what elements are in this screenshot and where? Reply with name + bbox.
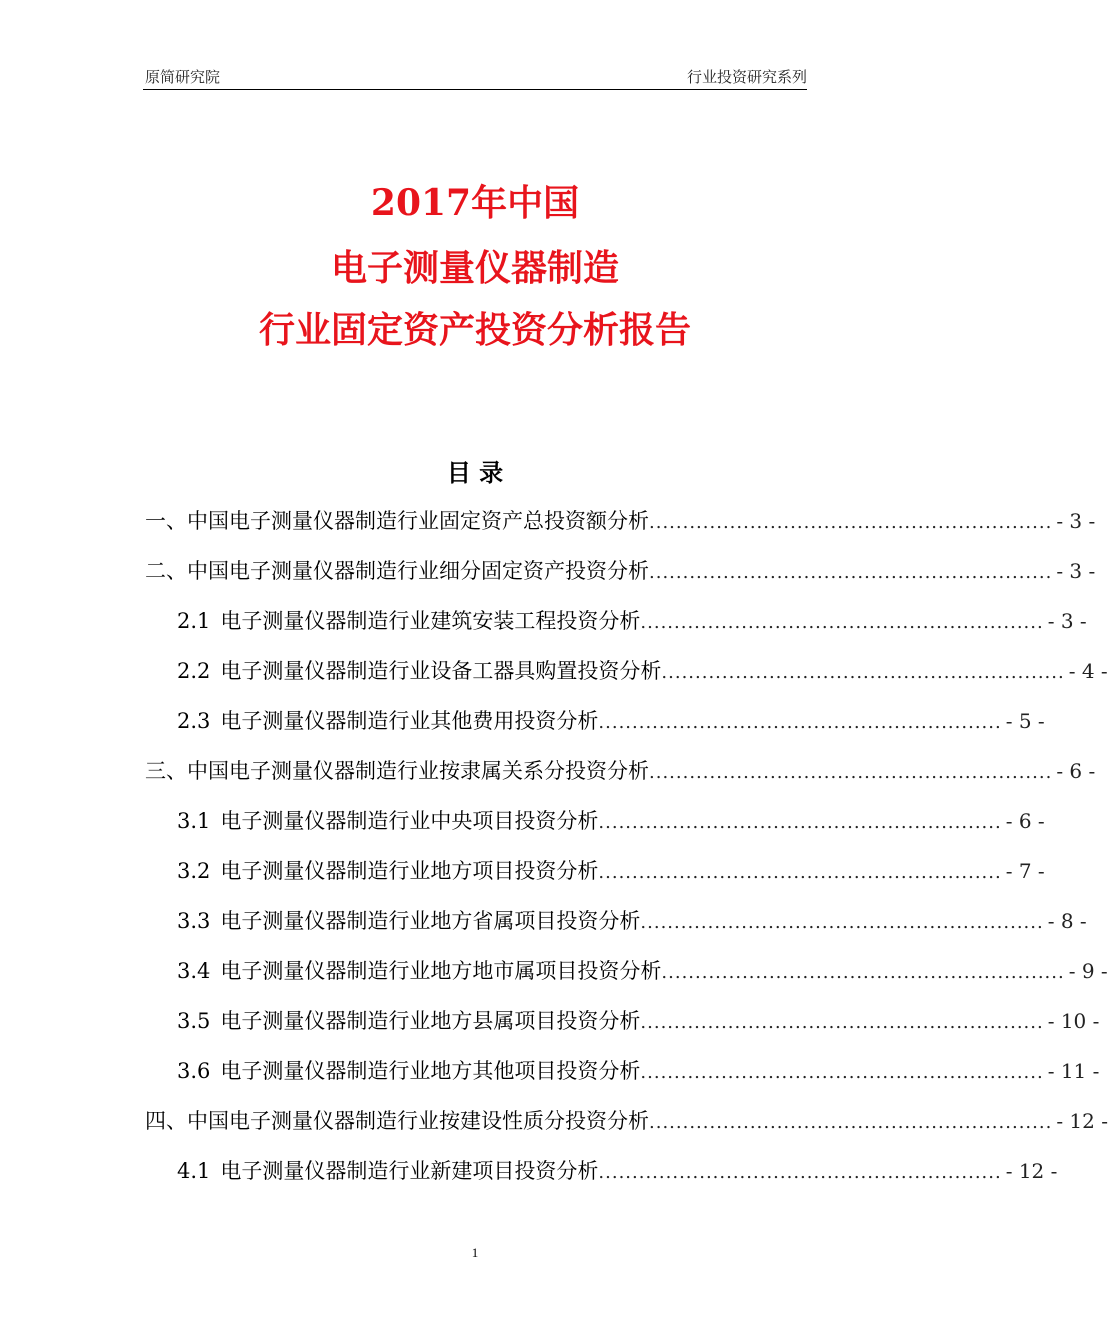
- toc-entry-page: - 6 -: [1005, 809, 1045, 833]
- toc-entry[interactable]: [177, 1056, 1100, 1088]
- toc-entry-page: - 12 -: [1005, 1159, 1058, 1183]
- toc-entry-page: - 12 -: [1056, 1109, 1108, 1133]
- toc-entry-number: 3.4: [177, 959, 211, 983]
- toc-entry[interactable]: [177, 806, 1045, 838]
- toc-entry-number: 3.6: [177, 1059, 211, 1083]
- toc-entry-title: [177, 956, 661, 986]
- toc-entry-label: 四、中国电子测量仪器制造行业按建设性质分投资分析: [145, 1109, 649, 1133]
- toc-entry-page: - 11 -: [1047, 1059, 1100, 1083]
- toc-entry-page: - 3 -: [1056, 559, 1096, 583]
- toc-entry[interactable]: [177, 1006, 1100, 1038]
- toc-leader-dots: ............................................................: [640, 912, 1044, 933]
- toc-entry-label: 电子测量仪器制造行业新建项目投资分析: [220, 1159, 599, 1183]
- toc-entry[interactable]: [177, 956, 1108, 988]
- toc-entry-label: 电子测量仪器制造行业地方县属项目投资分析: [220, 1009, 641, 1033]
- toc-entry-page: - 10 -: [1047, 1009, 1100, 1033]
- toc-entry-number: 2.3: [177, 709, 211, 733]
- toc-leader-dots: ............................................................: [598, 862, 1002, 883]
- toc-entry-label: 电子测量仪器制造行业地方省属项目投资分析: [220, 909, 641, 933]
- toc-entry[interactable]: [145, 756, 1096, 788]
- toc-entry-number: 2.2: [177, 659, 211, 683]
- toc-entry-title: [177, 806, 598, 836]
- toc-entry-title: [177, 1156, 598, 1186]
- toc-entry-number: 2.1: [177, 609, 211, 633]
- title-line-1: 2017年中国: [370, 182, 580, 224]
- toc-entry-page: - 8 -: [1047, 909, 1087, 933]
- toc-leader-dots: ............................................................: [598, 712, 1002, 733]
- toc-entry-title: [177, 1006, 640, 1036]
- toc-entry-page: - 5 -: [1005, 709, 1045, 733]
- toc-entry-title: [177, 1056, 640, 1086]
- header-rule: [143, 89, 807, 90]
- toc-entry[interactable]: [145, 1106, 1108, 1138]
- toc-entry-page: - 3 -: [1047, 609, 1087, 633]
- toc-entry-title: [145, 506, 649, 536]
- toc-entry-label: 三、中国电子测量仪器制造行业按隶属关系分投资分析: [145, 759, 649, 783]
- toc-entry[interactable]: [177, 1156, 1058, 1188]
- toc-entry-page: - 7 -: [1005, 859, 1045, 883]
- toc-heading: 目 录: [446, 458, 504, 487]
- toc-entry-title: [177, 656, 661, 686]
- toc-leader-dots: ............................................................: [649, 512, 1053, 533]
- page-number: 1: [471, 1245, 479, 1260]
- toc-entry-number: 3.5: [177, 1009, 211, 1033]
- toc-entry[interactable]: [177, 856, 1045, 888]
- toc-entry-page: - 3 -: [1056, 509, 1096, 533]
- header-institute: 原简研究院: [145, 68, 221, 86]
- toc-entry-page: - 6 -: [1056, 759, 1096, 783]
- toc-entry-title: [145, 756, 649, 786]
- toc-entry-label: 电子测量仪器制造行业其他费用投资分析: [220, 709, 599, 733]
- toc-entry[interactable]: [177, 606, 1087, 638]
- toc-entry-label: 电子测量仪器制造行业设备工器具购置投资分析: [220, 659, 662, 683]
- toc-leader-dots: ............................................................: [661, 962, 1065, 983]
- toc-entry[interactable]: [177, 656, 1108, 688]
- toc-entry[interactable]: [145, 556, 1096, 588]
- toc-entry-number: 4.1: [177, 1159, 211, 1183]
- toc-entry-label: 电子测量仪器制造行业地方项目投资分析: [220, 859, 599, 883]
- toc-leader-dots: ............................................................: [640, 1012, 1044, 1033]
- toc-leader-dots: ............................................................: [649, 1112, 1053, 1133]
- toc-entry-page: - 9 -: [1068, 959, 1108, 983]
- title-line-3: 行业固定资产投资分析报告: [258, 309, 691, 351]
- toc-entry[interactable]: [177, 906, 1087, 938]
- toc-entry-title: [145, 556, 649, 586]
- toc-entry[interactable]: [145, 506, 1096, 538]
- toc-entry[interactable]: [177, 706, 1045, 738]
- toc-entry-title: [177, 856, 598, 886]
- toc-leader-dots: ............................................................: [640, 612, 1044, 633]
- toc-entry-number: 3.3: [177, 909, 211, 933]
- toc-entry-number: 3.2: [177, 859, 211, 883]
- toc-leader-dots: ............................................................: [661, 662, 1065, 683]
- toc-entry-label: 一、中国电子测量仪器制造行业固定资产总投资额分析: [145, 509, 649, 533]
- toc-leader-dots: ............................................................: [598, 1162, 1002, 1183]
- toc-entry-label: 电子测量仪器制造行业地方其他项目投资分析: [220, 1059, 641, 1083]
- toc-entry-title: [177, 706, 598, 736]
- toc-leader-dots: ............................................................: [598, 812, 1002, 833]
- toc-entry-label: 电子测量仪器制造行业地方地市属项目投资分析: [220, 959, 662, 983]
- toc-entry-title: [177, 606, 640, 636]
- toc-entry-title: [145, 1106, 649, 1136]
- header-series: 行业投资研究系列: [686, 68, 807, 86]
- toc-entry-label: 电子测量仪器制造行业建筑安装工程投资分析: [220, 609, 641, 633]
- toc-entry-title: [177, 906, 640, 936]
- title-line-2: 电子测量仪器制造: [330, 247, 619, 289]
- toc-leader-dots: ............................................................: [649, 562, 1053, 583]
- toc-entry-label: 二、中国电子测量仪器制造行业细分固定资产投资分析: [145, 559, 649, 583]
- toc-leader-dots: ............................................................: [640, 1062, 1044, 1083]
- toc-entry-number: 3.1: [177, 809, 211, 833]
- toc-entry-label: 电子测量仪器制造行业中央项目投资分析: [220, 809, 599, 833]
- toc-leader-dots: ............................................................: [649, 762, 1053, 783]
- toc-entry-page: - 4 -: [1068, 659, 1108, 683]
